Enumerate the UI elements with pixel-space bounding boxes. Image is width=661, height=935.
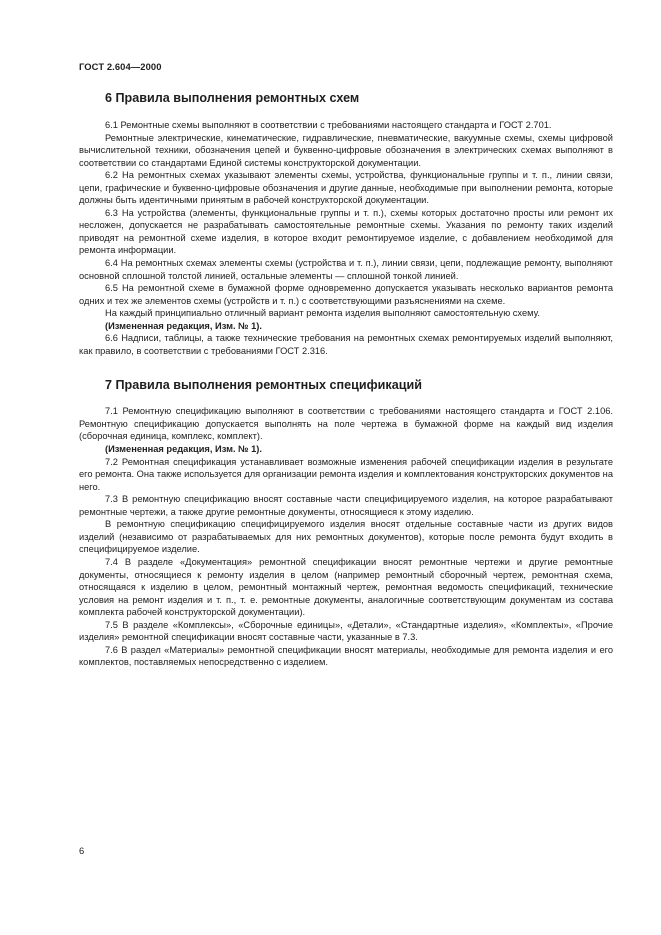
paragraph-6-4: 6.4 На ремонтных схемах элементы схемы (устройства и т. п.), линии связи, цепи, подлежащие ремонту, выполняют основной сплошной толстой линией, остальные элементы — сплошной тонкой линией. — [79, 258, 613, 281]
paragraph-6-1: 6.1 Ремонтные схемы выполняют в соответствии с требованиями настоящего стандарта и ГОСТ 2.701. — [105, 120, 552, 130]
paragraph-6-2: 6.2 На ремонтных схемах указывают элементы схемы, устройства, функциональные группы и т. п., линии связи, цепи, графические и буквенно-цифровые обозначения и другие данные, необходимые при выполнении ремонта, которые должны быть идентичными принятым в рабочей конструкторской документации. — [79, 170, 613, 206]
paragraph-6-5: 6.5 На ремонтной схеме в бумажной форме одновременно допускается указывать несколько вариантов ремонта одних и тех же элементов схемы (устройств и т. п.) с соответствующими разъяснениями на схеме. — [79, 283, 613, 306]
document-header: ГОСТ 2.604—2000 — [79, 61, 162, 72]
paragraph-7-5: 7.5 В разделе «Комплексы», «Сборочные единицы», «Детали», «Стандартные изделия», «Комплекты», «Прочие изделия» ремонтной спецификации вносят составные части, указанные в 7.3. — [79, 619, 613, 643]
section-7-heading: 7 Правила выполнения ремонтных спецификаций — [105, 378, 422, 393]
paragraph-7-1: 7.1 Ремонтную спецификацию выполняют в соответствии с требованиями настоящего стандарта и ГОСТ 2.106. Ремонтную спецификацию допускается выполнять на поле чертежа в бумажной форме на каждый вид изделия (сборочная единица, комплекс, комплект). — [79, 406, 613, 442]
paragraph-7-4: 7.4 В разделе «Документация» ремонтной спецификации вносят ремонтные чертежи и другие ремонтные документы, относящиеся к ремонту изделия в целом (например ремонтный сборочный чертеж, ремонтная схема, относящаяся к изделию в целом, ремонтный монтажный чертеж, ремонтная ведомость спецификаций, технические условия на ремонт изделия и т. п., т. е. ремонтные документы, аналогичные соответствующим документам из состава комплекта рабочей конструкторской документации). — [79, 556, 613, 618]
paragraph-6-3: 6.3 На устройства (элементы, функциональные группы и т. п.), схемы которых достаточно просты или ремонт их несложен, допускается не разрабатывать самостоятельные ремонтные схемы. Указания по ремонту таких изделий приводят на ремонтной схеме изделия, в которое входит ремонтируемое изделие, с добавлением необходимой для ремонта информации. — [79, 207, 613, 256]
paragraph-7-3: 7.3 В ремонтную спецификацию вносят составные части специфицируемого изделия, на которое разрабатывают ремонтные чертежи, а также другие ремонтные документы, относящиеся к этому изделию. — [79, 494, 613, 517]
paragraph-6-6: 6.6 Надписи, таблицы, а также технические требования на ремонтных схемах ремонтируемых изделий выполняют, как правило, в соответствии с требованиями ГОСТ 2.316. — [79, 333, 613, 356]
paragraph-6-5-cont: На каждый принципиально отличный вариант ремонта изделия выполняют самостоятельную схему. — [105, 308, 540, 319]
paragraph-6-1-cont: Ремонтные электрические, кинематические, гидравлические, пневматические, вакуумные схемы, схемы цифровой вычислительной техники, обозначения цепей и буквенно-цифровые обозначения в электрических схемах выполняют в соответствии со стандартами Единой системы конструкторской документации. — [79, 132, 613, 168]
amendment-note-7: (Измененная редакция, Изм. № 1). — [105, 444, 262, 455]
paragraph-7-3-cont: В ремонтную спецификацию специфицируемого изделия вносят отдельные составные части из других видов изделий (независимо от разрабатываемых для них ремонтных документов), которые после ремонта будут входить в специфицируемое изделие. — [79, 519, 613, 555]
page-number: 6 — [79, 845, 85, 856]
amendment-note-6: (Измененная редакция, Изм. № 1). — [105, 320, 262, 331]
paragraph-7-2: 7.2 Ремонтная спецификация устанавливает возможные изменения рабочей спецификации изделия в результате его ремонта. Она также используется для организации ремонта изделия и комплектования конструкторских документов на него. — [79, 456, 613, 492]
document-body — [79, 90, 613, 669]
section-6-heading: 6 Правила выполнения ремонтных схем — [105, 91, 360, 105]
paragraph-7-6: 7.6 В раздел «Материалы» ремонтной спецификации вносят материалы, необходимые для ремонта изделия и его комплектов, поставляемых непосредственно с изделием. — [79, 644, 613, 668]
